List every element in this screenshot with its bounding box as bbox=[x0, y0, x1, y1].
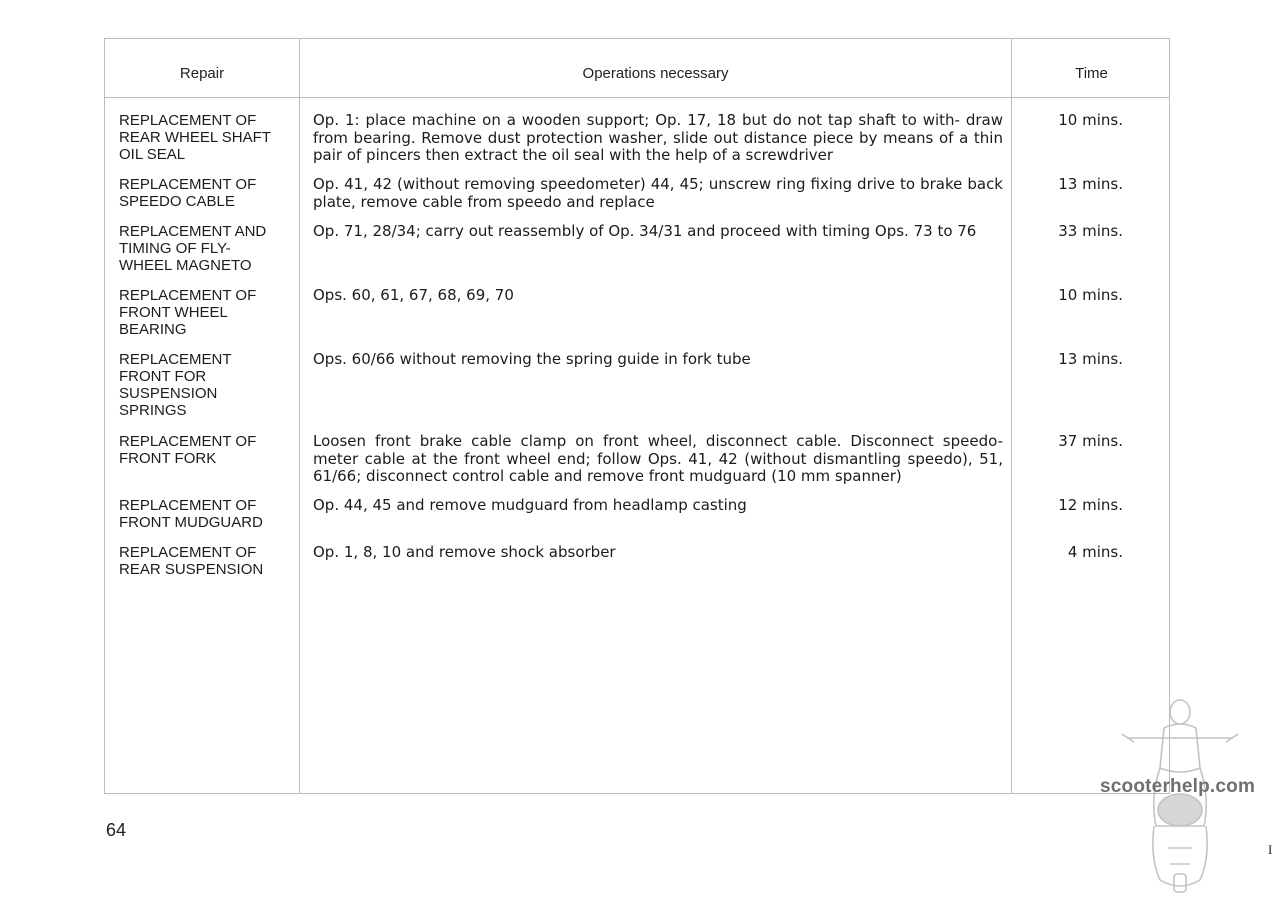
time-cell: 12 mins. bbox=[1058, 496, 1123, 514]
operations-cell: Op. 41, 42 (without removing speedometer) 44, 45; unscrew ring fixing drive to brake back plate, remove cable from speedo and replace bbox=[313, 175, 1003, 211]
operations-cell: Ops. 60, 61, 67, 68, 69, 70 bbox=[313, 286, 514, 304]
operations-cell: Loosen front brake cable clamp on front wheel, disconnect cable. Disconnect speedo- meter cable at the front wheel end; follow Ops. 41, 42 (without dismantling speedo), 51, 61/66; disconnect control cable and remove front mudguard (10 mm spanner) bbox=[313, 432, 1003, 485]
repair-times-table bbox=[104, 38, 1170, 794]
time-cell: 10 mins. bbox=[1058, 286, 1123, 304]
watermark-text: scooterhelp.com bbox=[1100, 776, 1256, 797]
column-divider bbox=[299, 39, 300, 793]
time-cell: 13 mins. bbox=[1058, 350, 1123, 368]
header-operations: Operations necessary bbox=[582, 65, 729, 82]
repair-cell: REPLACEMENT OF REAR SUSPENSION bbox=[119, 544, 264, 578]
repair-cell: REPLACEMENT OF SPEEDO CABLE bbox=[119, 176, 257, 210]
repair-cell: REPLACEMENT AND TIMING OF FLY- WHEEL MAGNETO bbox=[119, 223, 267, 274]
header-repair: Repair bbox=[179, 65, 225, 82]
repair-cell: REPLACEMENT OF FRONT FORK bbox=[119, 433, 257, 467]
page-number: 64 bbox=[106, 820, 127, 840]
edge-mark: I bbox=[1268, 842, 1273, 857]
repair-cell: REPLACEMENT OF FRONT WHEEL BEARING bbox=[119, 287, 257, 338]
repair-cell: REPLACEMENT FRONT FOR SUSPENSION SPRINGS bbox=[119, 351, 232, 419]
operations-cell: Op. 71, 28/34; carry out reassembly of Op. 34/31 and proceed with timing Ops. 73 to 76 bbox=[313, 222, 977, 240]
repair-cell: REPLACEMENT OF REAR WHEEL SHAFT OIL SEAL bbox=[119, 112, 271, 163]
time-cell: 10 mins. bbox=[1058, 111, 1123, 129]
time-cell: 13 mins. bbox=[1058, 175, 1123, 193]
time-cell: 37 mins. bbox=[1058, 432, 1123, 450]
column-divider bbox=[1011, 39, 1012, 793]
header-divider bbox=[105, 97, 1169, 98]
time-cell: 33 mins. bbox=[1058, 222, 1123, 240]
time-cell: 4 mins. bbox=[1067, 543, 1123, 561]
operations-cell: Op. 1, 8, 10 and remove shock absorber bbox=[313, 543, 616, 561]
repair-cell: REPLACEMENT OF FRONT MUDGUARD bbox=[119, 497, 263, 531]
header-time: Time bbox=[1075, 65, 1108, 82]
operations-cell: Op. 1: place machine on a wooden support; Op. 17, 18 but do not tap shaft to with- draw from bearing. Remove dust protection washer, slide out distance piece by means of a thin pair of pincers then extract the oil seal with the help of a screwdriver bbox=[313, 111, 1003, 164]
operations-cell: Ops. 60/66 without removing the spring guide in fork tube bbox=[313, 350, 751, 368]
operations-cell: Op. 44, 45 and remove mudguard from headlamp casting bbox=[313, 496, 747, 514]
